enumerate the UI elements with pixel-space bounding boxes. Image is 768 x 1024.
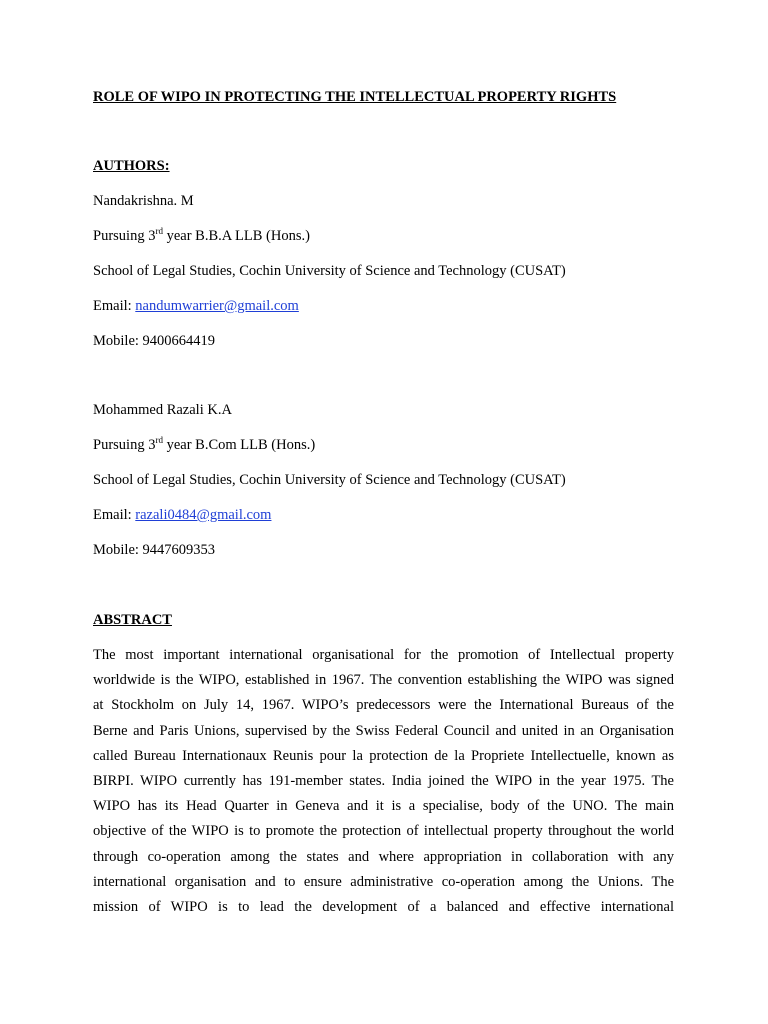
abstract-line: The most important international organisational for the promotion of Intellectual property bbox=[93, 647, 674, 663]
abstract-line: called Bureau Internationaux Reunis pour la protection de la Propriete Intellectuelle, known as bbox=[93, 747, 674, 764]
author-2-name: Mohammed Razali K.A bbox=[93, 402, 232, 418]
author-1-pursuing bbox=[93, 227, 310, 245]
author-2-school: School of Legal Studies, Cochin University of Science and Technology (CUSAT) bbox=[93, 472, 566, 488]
author-1-email-line bbox=[93, 297, 299, 315]
author-2-mobile: Mobile: 9447609353 bbox=[93, 542, 216, 558]
author-1-email-link[interactable]: nandumwarrier@gmail.com bbox=[135, 298, 299, 314]
author-2-email-line bbox=[93, 506, 271, 524]
abstract-line: at Stockholm on July 14, 1967. WIPO’s predecessors were the International Bureaus of the bbox=[93, 697, 674, 714]
author-2-pursuing-sup: rd bbox=[155, 435, 163, 446]
abstract-line: international organisation and to ensure administrative co-operation among the Unions. The bbox=[93, 873, 674, 890]
author-1-pursuing-sup: rd bbox=[155, 226, 163, 237]
abstract-line: WIPO has its Head Quarter in Geneva and it is a specialise, body of the UNO. The main bbox=[93, 798, 674, 815]
abstract-line: mission of WIPO is to lead the development of a balanced and effective international bbox=[93, 898, 674, 915]
author-1-school: School of Legal Studies, Cochin University of Science and Technology (CUSAT) bbox=[93, 263, 566, 279]
author-1-pursuing-prefix: Pursuing 3 bbox=[93, 228, 156, 244]
author-1-name: Nandakrishna. M bbox=[93, 193, 194, 209]
author-1-pursuing-suffix: year B.B.A LLB (Hons.) bbox=[162, 228, 310, 244]
abstract-heading: ABSTRACT bbox=[93, 612, 172, 628]
author-1-email-label: Email: bbox=[93, 298, 136, 314]
author-2-email-link[interactable]: razali0484@gmail.com bbox=[135, 507, 272, 523]
author-2-email-label: Email: bbox=[93, 507, 136, 523]
author-1-mobile: Mobile: 9400664419 bbox=[93, 333, 216, 349]
abstract-line: through co-operation among the states and where appropriation in collaboration with any bbox=[93, 848, 674, 865]
document-title: ROLE OF WIPO IN PROTECTING THE INTELLECTUAL PROPERTY RIGHTS bbox=[93, 89, 617, 105]
abstract-line: BIRPI. WIPO currently has 191-member states. India joined the WIPO in the year 1975. The bbox=[93, 772, 674, 789]
author-2-pursuing bbox=[93, 436, 315, 454]
abstract-line: Berne and Paris Unions, supervised by the Swiss Federal Council and united in an Organisation bbox=[93, 722, 674, 739]
author-2-pursuing-suffix: year B.Com LLB (Hons.) bbox=[162, 437, 316, 453]
abstract-paragraph bbox=[93, 646, 674, 923]
abstract-line: worldwide is the WIPO, established in 1967. The convention establishing the WIPO was signed bbox=[93, 672, 674, 689]
abstract-line: objective of the WIPO is to promote the protection of intellectual property throughout the world bbox=[93, 823, 674, 840]
authors-heading: AUTHORS: bbox=[93, 158, 170, 174]
author-2-pursuing-prefix: Pursuing 3 bbox=[93, 437, 156, 453]
